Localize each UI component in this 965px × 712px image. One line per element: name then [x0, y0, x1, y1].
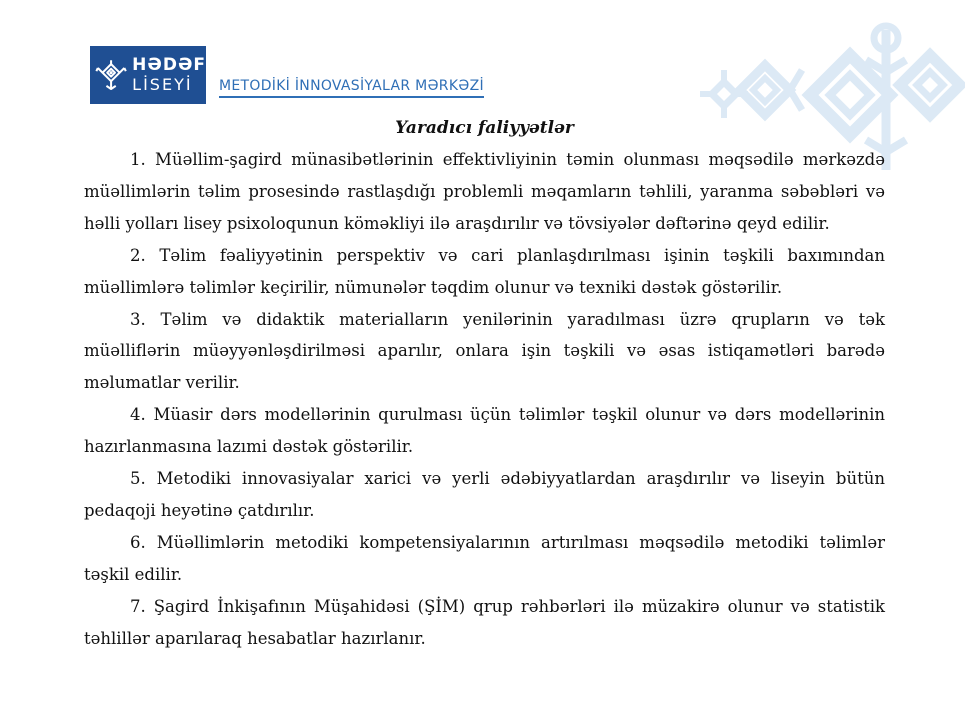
center-name-heading: METODİKİ İNNOVASİYALAR MƏRKƏZİ [219, 78, 484, 98]
logo-text [132, 57, 206, 93]
paragraph-item-3: 3. Təlim və didaktik materialların yenilərinin yaradılması üzrə qrupların və tək müəlliflərin müəyyənləşdirilməsi aparılır, onlara işin təşkili və əsas istiqamətləri barədə məlumatlar verilir. [84, 309, 885, 393]
paragraph-item-1: 1. Müəllim-şagird münasibətlərinin effektivliyinin təmin olunması məqsədilə mərkəzdə müəllimlərin təlim prosesində rastlaşdığı problemli məqamların təhlili, yaranma səbəbləri və həlli yolları lisey psixoloqunun köməkliyi ilə araşdırılır və tövsiyələr dəftərinə qeyd edilir. [84, 150, 885, 233]
hedef-liseyi-logo [90, 46, 206, 104]
content-body [84, 116, 885, 655]
paragraph-item-6: 6. Müəllimlərin metodiki kompetensiyalarının artırılması məqsədilə metodiki təlimlər təşkil edilir. [84, 532, 885, 584]
logo-line-1: HƏDƏF [132, 55, 206, 75]
section-title: Yaradıcı faliyyətlər [395, 118, 574, 138]
hedef-ornament-icon [94, 53, 128, 97]
paragraph-item-7: 7. Şagird İnkişafının Müşahidəsi (ŞİM) qrup rəhbərləri ilə müzakirə olunur və statistik təhlillər aparılaraq hesabatlar hazırlanır. [84, 596, 885, 648]
paragraph-item-4: 4. Müasir dərs modellərinin qurulması üçün təlimlər təşkil olunur və dərs modellərinin hazırlanmasına lazımi dəstək göstərilir. [84, 405, 885, 457]
logo-line-2: LİSEYİ [132, 75, 193, 94]
paragraph-item-5: 5. Metodiki innovasiyalar xarici və yerli ədəbiyyatlardan araşdırılır və liseyin bütün pedaqoji heyətinə çatdırılır. [84, 469, 885, 520]
paragraph-item-2: 2. Təlim fəaliyyətinin perspektiv və cari planlaşdırılması işinin təşkili baxımından müəllimlərə təlimlər keçirilir, nümunələr təqdim olunur və texniki dəstək göstərilir. [84, 245, 885, 297]
